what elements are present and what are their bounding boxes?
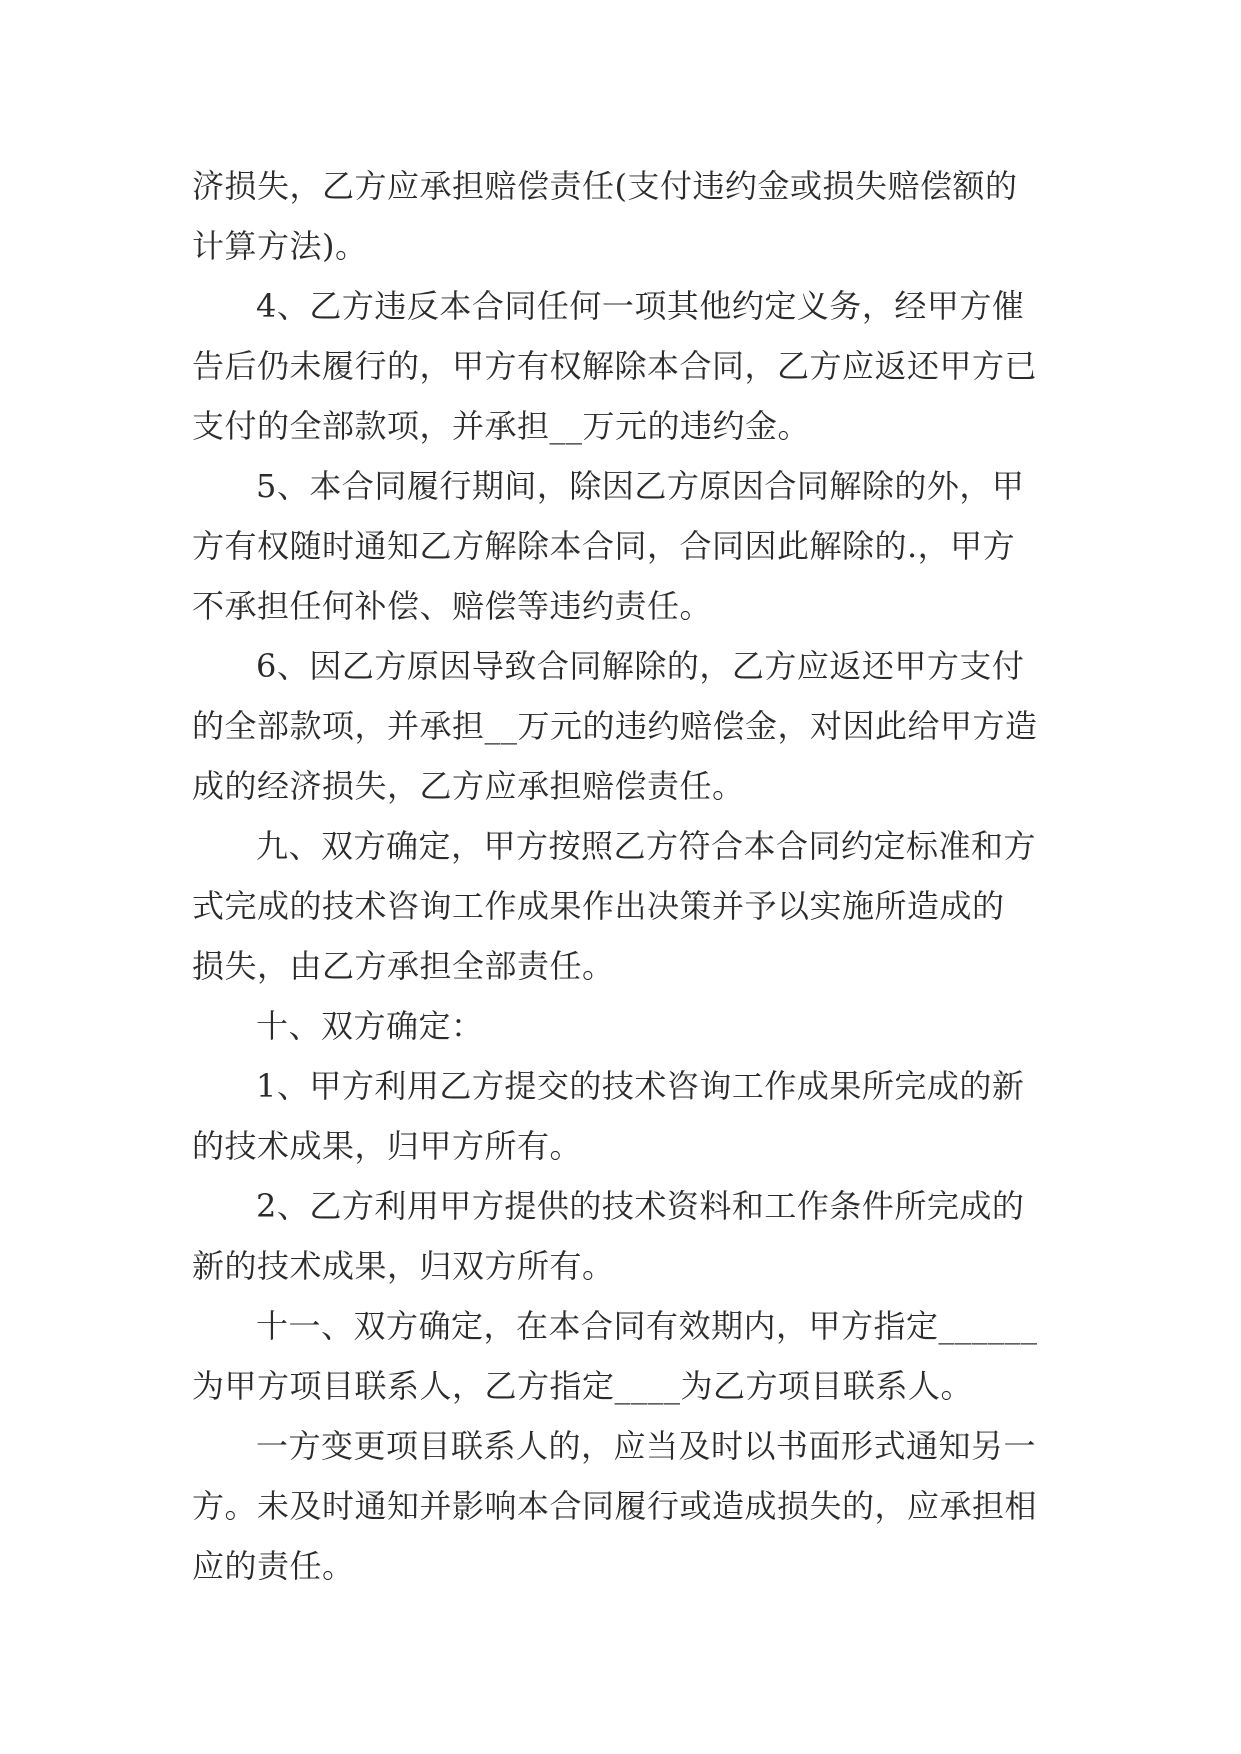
text-line: 告后仍未履行的，甲方有权解除本合同，乙方应返还甲方已 — [192, 347, 1038, 385]
text-line: 的全部款项，并承担__万元的违约赔偿金，对因此给甲方造 — [192, 707, 1038, 745]
text-line: 2、乙方利用甲方提供的技术资料和工作条件所完成的 — [256, 1187, 1025, 1225]
document-body — [192, 156, 1053, 1596]
text-line: 一方变更项目联系人的，应当及时以书面形式通知另一 — [256, 1427, 1037, 1465]
text-line: 式完成的技术咨询工作成果作出决策并予以实施所造成的 — [192, 887, 1005, 925]
text-line: 5、本合同履行期间，除因乙方原因合同解除的外，甲 — [256, 467, 1025, 505]
text-line: 十、双方确定： — [256, 1007, 484, 1045]
text-line: 方。未及时通知并影响本合同履行或造成损失的，应承担相 — [192, 1487, 1038, 1525]
text-line: 为甲方项目联系人，乙方指定____为乙方项目联系人。 — [192, 1367, 974, 1405]
text-line: 的技术成果，归甲方所有。 — [192, 1127, 583, 1165]
text-line: 支付的全部款项，并承担__万元的违约金。 — [192, 407, 811, 445]
text-line: 十一、双方确定，在本合同有效期内，甲方指定______ — [256, 1307, 1038, 1345]
text-line: 新的技术成果，归双方所有。 — [192, 1247, 615, 1285]
text-line: 损失，由乙方承担全部责任。 — [192, 947, 615, 985]
text-line: 济损失，乙方应承担赔偿责任(支付违约金或损失赔偿额的 — [192, 167, 1018, 205]
text-line: 应的责任。 — [192, 1547, 355, 1585]
text-line: 计算方法)。 — [192, 227, 368, 265]
text-line: 方有权随时通知乙方解除本合同，合同因此解除的.，甲方 — [192, 527, 1016, 565]
text-line: 不承担任何补偿、赔偿等违约责任。 — [192, 587, 713, 625]
text-line: 1、甲方利用乙方提交的技术咨询工作成果所完成的新 — [256, 1067, 1025, 1105]
text-line: 4、乙方违反本合同任何一项其他约定义务，经甲方催 — [256, 287, 1025, 325]
text-line: 6、因乙方原因导致合同解除的，乙方应返还甲方支付 — [256, 647, 1025, 685]
text-line: 九、双方确定，甲方按照乙方符合本合同约定标准和方 — [256, 827, 1037, 865]
text-line: 成的经济损失，乙方应承担赔偿责任。 — [192, 767, 745, 805]
